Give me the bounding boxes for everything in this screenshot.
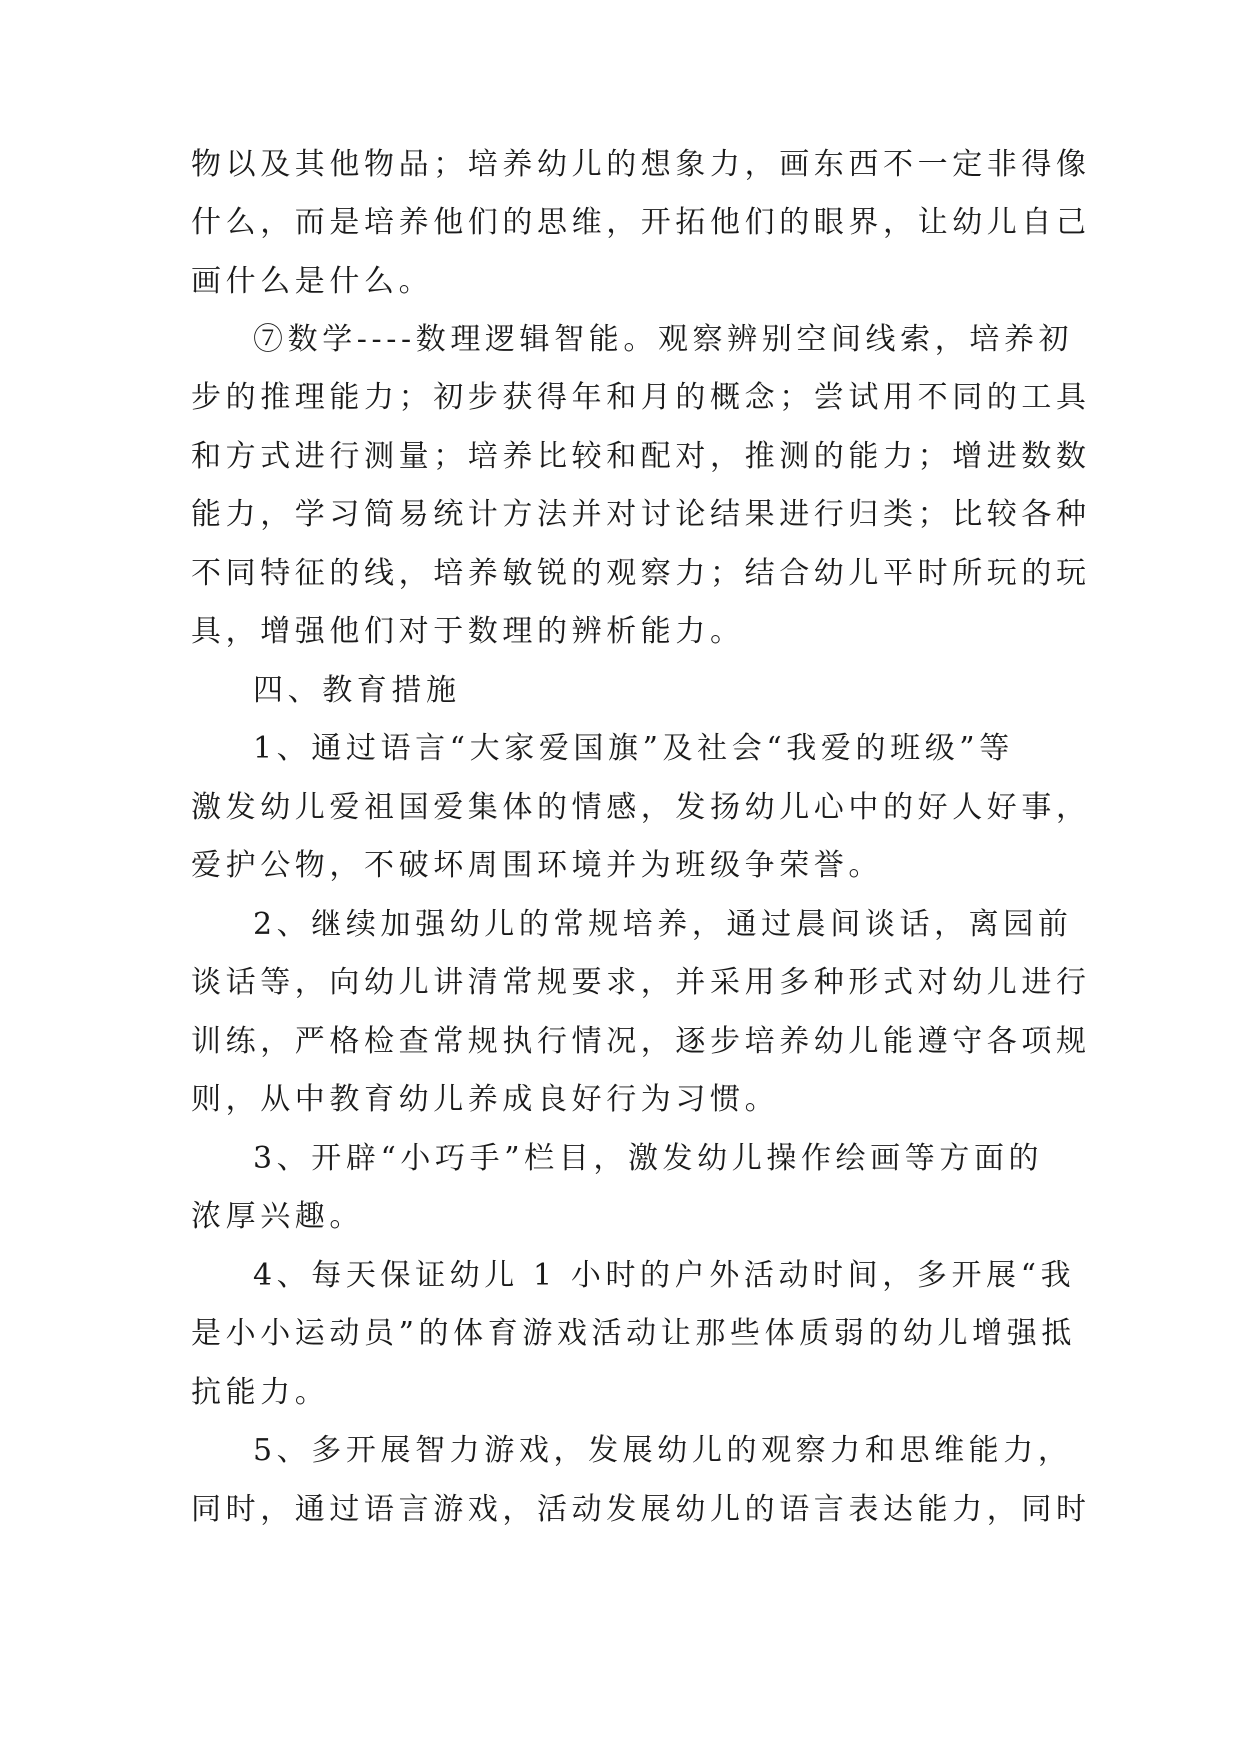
text-line: 抗能力。 — [191, 1375, 330, 1410]
text-line: 激发幼儿爱祖国爱集体的情感，发扬幼儿心中的好人好事， — [191, 790, 1091, 825]
text-line: 训练，严格检查常规执行情况，逐步培养幼儿能遵守各项规 — [191, 1024, 1091, 1059]
text-line: 什么，而是培养他们的思维，开拓他们的眼界，让幼儿自己 — [191, 205, 1091, 240]
text-line: 同时，通过语言游戏，活动发展幼儿的语言表达能力，同时 — [191, 1492, 1091, 1527]
text-line: 1、通过语言“大家爱国旗”及社会“我爱的班级”等 — [253, 731, 1014, 766]
text-line: 物以及其他物品；培养幼儿的想象力，画东西不一定非得像 — [191, 147, 1091, 182]
text-line: 步的推理能力；初步获得年和月的概念；尝试用不同的工具 — [191, 380, 1091, 415]
text-line: 和方式进行测量；培养比较和配对，推测的能力；增进数数 — [191, 439, 1091, 474]
text-line: 爱护公物，不破坏周围环境并为班级争荣誉。 — [191, 848, 883, 883]
text-line: ⑦数学----数理逻辑智能。观察辨别空间线索，培养初 — [253, 322, 1074, 357]
text-line: 是小小运动员”的体育游戏活动让那些体质弱的幼儿增强抵 — [191, 1316, 1076, 1351]
text-line: 浓厚兴趣。 — [191, 1199, 364, 1234]
text-line: 能力，学习简易统计方法并对讨论结果进行归类；比较各种 — [191, 497, 1091, 532]
section-heading: 四、教育措施 — [253, 673, 461, 708]
text-line: 谈话等，向幼儿讲清常规要求，并采用多种形式对幼儿进行 — [191, 965, 1091, 1000]
text-line: 2、继续加强幼儿的常规培养，通过晨间谈话，离园前 — [253, 907, 1073, 942]
text-line: 5、多开展智力游戏，发展幼儿的观察力和思维能力， — [253, 1433, 1073, 1468]
text-line: 则，从中教育幼儿养成良好行为习惯。 — [191, 1082, 780, 1117]
text-line: 画什么是什么。 — [191, 264, 434, 299]
text-line: 4、每天保证幼儿 1 小时的户外活动时间，多开展“我 — [253, 1258, 1076, 1293]
text-line: 不同特征的线，培养敏锐的观察力；结合幼儿平时所玩的玩 — [191, 556, 1091, 591]
text-line: 3、开辟“小巧手”栏目，激发幼儿操作绘画等方面的 — [253, 1141, 1044, 1176]
text-line: 具，增强他们对于数理的辨析能力。 — [191, 614, 745, 649]
